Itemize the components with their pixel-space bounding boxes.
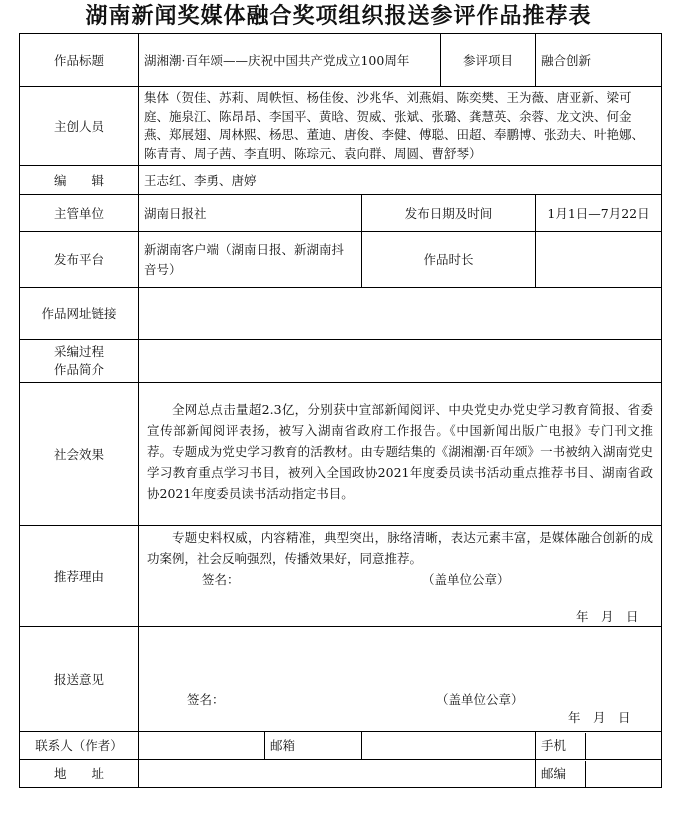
label-submit: 报送意见: [20, 627, 139, 732]
label-process: [20, 340, 139, 383]
row-contact: [20, 732, 662, 760]
row-creators: [20, 87, 662, 166]
row-social: [20, 383, 662, 526]
row-editors: [20, 166, 662, 195]
submit-sign: 签名：: [187, 692, 225, 707]
label-process-line2: 作品简介: [53, 362, 104, 377]
label-address: 地 址: [20, 760, 139, 788]
value-address[interactable]: [139, 760, 536, 788]
phone-cell: [536, 732, 662, 760]
label-supervisor: 主管单位: [20, 195, 139, 232]
row-url: [20, 288, 662, 340]
value-recommend[interactable]: 专题史料权威，内容精准，典型突出，脉络清晰，表达元素丰富，是媒体融合创新的成功案例，社会反响强烈，传播效果好，同意推荐。: [147, 530, 654, 566]
label-contact: 联系人（作者）: [20, 732, 139, 760]
label-url: 作品网址链接: [20, 288, 139, 340]
label-category: 参评项目: [441, 34, 536, 87]
label-publish-date: 发布日期及时间: [362, 195, 536, 232]
value-supervisor[interactable]: 湖南日报社: [139, 195, 362, 232]
recommend-block: [139, 526, 662, 627]
value-publish-date[interactable]: 1月1日—7月22日: [536, 195, 662, 232]
value-creators[interactable]: 集体（贺佳、苏莉、周帙恒、杨佳俊、沙兆华、刘燕娟、陈奕樊、王为薇、唐亚新、梁可庭、施泉江、陈昂昂、李国平、黄晗、贺威、张斌、张璐、龚慧英、余蓉、龙文泱、何金燕、郑展翅、周林熙、杨思、董迪、唐俊、李健、傅聪、田超、奉鹏博、张劲夫、叶艳娜、陈青青、周子茜、李直明、陈琮元、袁向群、周圆、曹舒琴）: [139, 87, 662, 166]
value-url[interactable]: [139, 288, 662, 340]
value-duration[interactable]: [536, 232, 662, 288]
label-email: 邮箱: [265, 732, 362, 760]
label-work-title: 作品标题: [20, 34, 139, 87]
label-phone: 手机: [536, 733, 586, 759]
postcode-split: [536, 761, 661, 787]
value-phone[interactable]: [586, 733, 661, 759]
label-process-line1: 采编过程: [53, 344, 104, 359]
row-platform: [20, 232, 662, 288]
recommend-sign: 签名：: [202, 572, 240, 587]
submit-block: [139, 627, 662, 732]
row-address: [20, 760, 662, 788]
label-duration: 作品时长: [362, 232, 536, 288]
label-recommend: 推荐理由: [20, 526, 139, 627]
row-work-title: [20, 34, 662, 87]
value-email[interactable]: [362, 732, 536, 760]
recommend-seal: （盖单位公章）: [422, 572, 510, 587]
value-category[interactable]: 融合创新: [536, 34, 662, 87]
row-recommend: [20, 526, 662, 627]
label-platform: 发布平台: [20, 232, 139, 288]
row-process: [20, 340, 662, 383]
value-social[interactable]: 全网总点击量超2.3亿，分别获中宣部新闻阅评、中央党史办党史学习教育简报、省委宣传部新闻阅评表扬，被写入湖南省政府工作报告。《中国新闻出版广电报》专门刊文推荐。专题成为党史学习教育的活教材。由专题结集的《湖湘潮·百年颂》一书被纳入湖南党史学习教育重点学习书目，被列入全国政协2021年度委员读书活动重点推荐书目、湖南省政协2021年度委员读书活动指定书目。: [139, 383, 662, 526]
value-process[interactable]: [139, 340, 662, 383]
phone-split: [536, 733, 661, 759]
label-postcode: 邮编: [536, 761, 586, 787]
postcode-cell: [536, 760, 662, 788]
submit-date: 年 月 日: [568, 710, 631, 725]
recommend-date: 年 月 日: [576, 609, 639, 624]
label-editors: 编 辑: [20, 166, 139, 195]
value-platform[interactable]: 新湖南客户端（湖南日报、新湖南抖音号）: [139, 232, 362, 288]
row-submit: [20, 627, 662, 732]
recommendation-form: [19, 33, 662, 788]
value-work-title[interactable]: 湖湘潮·百年颂——庆祝中国共产党成立100周年: [139, 34, 441, 87]
row-supervisor: [20, 195, 662, 232]
form-title: 湖南新闻奖媒体融合奖项组织报送参评作品推荐表: [85, 3, 592, 29]
label-creators: 主创人员: [20, 87, 139, 166]
label-social: 社会效果: [20, 383, 139, 526]
value-editors[interactable]: 王志红、李勇、唐婷: [139, 166, 662, 195]
value-postcode[interactable]: [586, 761, 661, 787]
submit-seal: （盖单位公章）: [436, 692, 524, 707]
value-contact[interactable]: [139, 732, 265, 760]
